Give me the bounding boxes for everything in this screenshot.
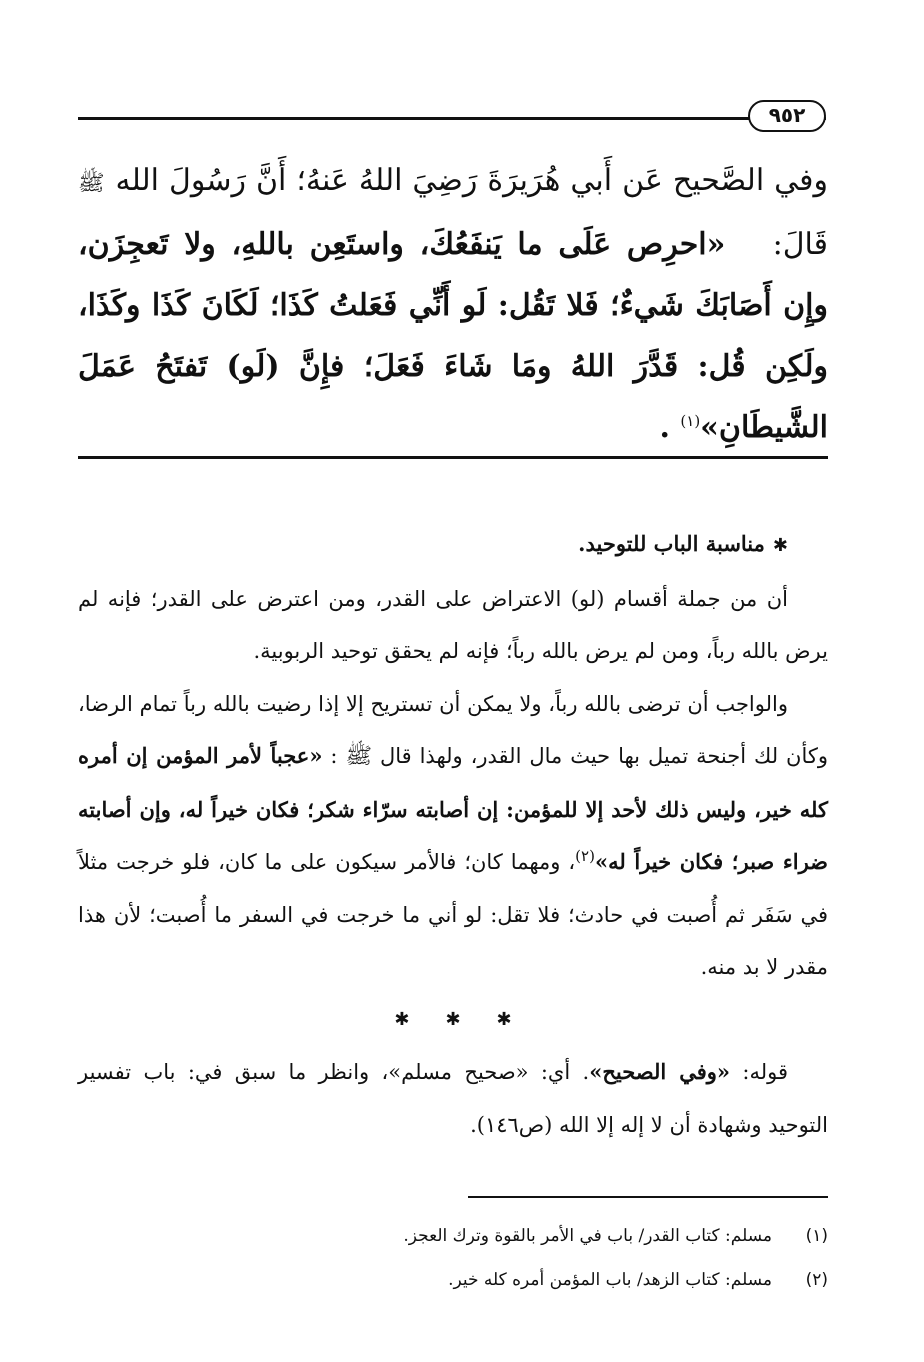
footnote-ref-1: (١) <box>680 412 701 430</box>
paragraph-2-part-b: ، ومهما كان؛ فالأمر سيكون على ما كان، فلو خرجت مثلاً في سَفَر ثم أُصبت في حادث؛ فلا تقل: لو أني ما خرجت في السفر ما أُصبت؛ لأن هذا مقدر لا بد منه. <box>78 850 828 979</box>
section-rule <box>78 456 828 459</box>
footnote-text: مسلم: كتاب القدر/ باب في الأمر بالقوة وترك العجز. <box>403 1226 772 1246</box>
hadith-text <box>78 150 828 458</box>
paragraph-3-quote: «وفي الصحيح» <box>589 1059 731 1084</box>
section-heading-text: مناسبة الباب للتوحيد. <box>578 531 765 556</box>
commentary <box>78 518 828 1151</box>
section-heading <box>78 518 828 573</box>
header-rule <box>78 117 826 120</box>
separator-star-icon: ✱ <box>496 1008 512 1030</box>
paragraph-2 <box>78 678 828 994</box>
paragraph-3 <box>78 1046 828 1151</box>
footnote-rule <box>468 1196 828 1198</box>
page-number: ٩٥٢ <box>748 100 826 132</box>
footnote-1 <box>78 1214 828 1258</box>
paragraph-1: أن من جملة أقسام (لو) الاعتراض على القدر، ومن اعترض على القدر؛ فإنه لم يرض بالله رباً، ومن لم يرض بالله رباً؛ فإنه لم يحقق توحيد الربوبية. <box>78 586 828 663</box>
hadith-block <box>78 150 828 458</box>
footnote-text: مسلم: كتاب الزهد/ باب المؤمن أمره كله خير. <box>448 1270 772 1290</box>
footnote-ref-2: (٢) <box>575 847 595 865</box>
paragraph-2-part-a: والواجب أن ترضى بالله رباً، ولا يمكن أن تستريح إلا إذا رضيت بالله رباً تمام الرضا، وكأن لك أجنحة تميل بها حيث مال القدر، ولهذا قال <box>78 691 829 768</box>
paragraph-3-part-a: قوله: <box>742 1060 788 1084</box>
footnote-number: (٢) <box>805 1270 828 1290</box>
salawat-glyph: ﷺ <box>345 744 373 769</box>
footnotes <box>78 1214 828 1302</box>
footnote-2 <box>78 1258 828 1302</box>
footnote-number: (١) <box>805 1226 828 1246</box>
hadith-quote: «احرِص عَلَى ما يَنفَعُكَ، واستَعِن باللهِ، ولا تَعجِزَن، وإِن أَصَابَكَ شَيءٌ؛ فَلا تَقُل: لَو أَنِّي فَعَلتُ كَذَا؛ لَكَانَ كَذَا وكَذَا، ولَكِن قُل: قَدَّرَ اللهُ ومَا شَاءَ فَعَلَ؛ فإِنَّ (لَو) تَفتَحُ عَمَلَ الشَّيطَانِ» <box>78 227 828 445</box>
salawat-glyph: ﷺ <box>78 171 105 196</box>
paragraph-2-colon: : <box>330 744 338 768</box>
paragraph-3-part-b: . أي: «صحيح مسلم»، وانظر ما سبق في: باب تفسير التوحيد وشهادة أن لا إله إلا الله (ص١٤٦). <box>78 1060 828 1137</box>
hadith-end: . <box>659 410 670 445</box>
separator-star-icon: ✱ <box>394 1008 410 1030</box>
separator-star-icon: ✱ <box>445 1008 461 1030</box>
paragraph-2-hadith: «عجباً لأمر المؤمن إن أمره كله خير، وليس ذلك لأحد إلا للمؤمن: إن أصابته سرّاء شكر؛ فكان خيراً له، وإن أصابته ضراء صبر؛ فكان خيراً له» <box>78 743 828 874</box>
hadith-lead: وفي الصَّحيح عَن أَبي هُرَيرَةَ رَضِيَ اللهُ عَنهُ؛ أَنَّ رَسُولَ الله <box>115 163 828 198</box>
star-bullet-icon: ✱ <box>772 535 788 556</box>
star-separator <box>78 994 828 1047</box>
hadith-qala: قَالَ: <box>772 227 828 262</box>
